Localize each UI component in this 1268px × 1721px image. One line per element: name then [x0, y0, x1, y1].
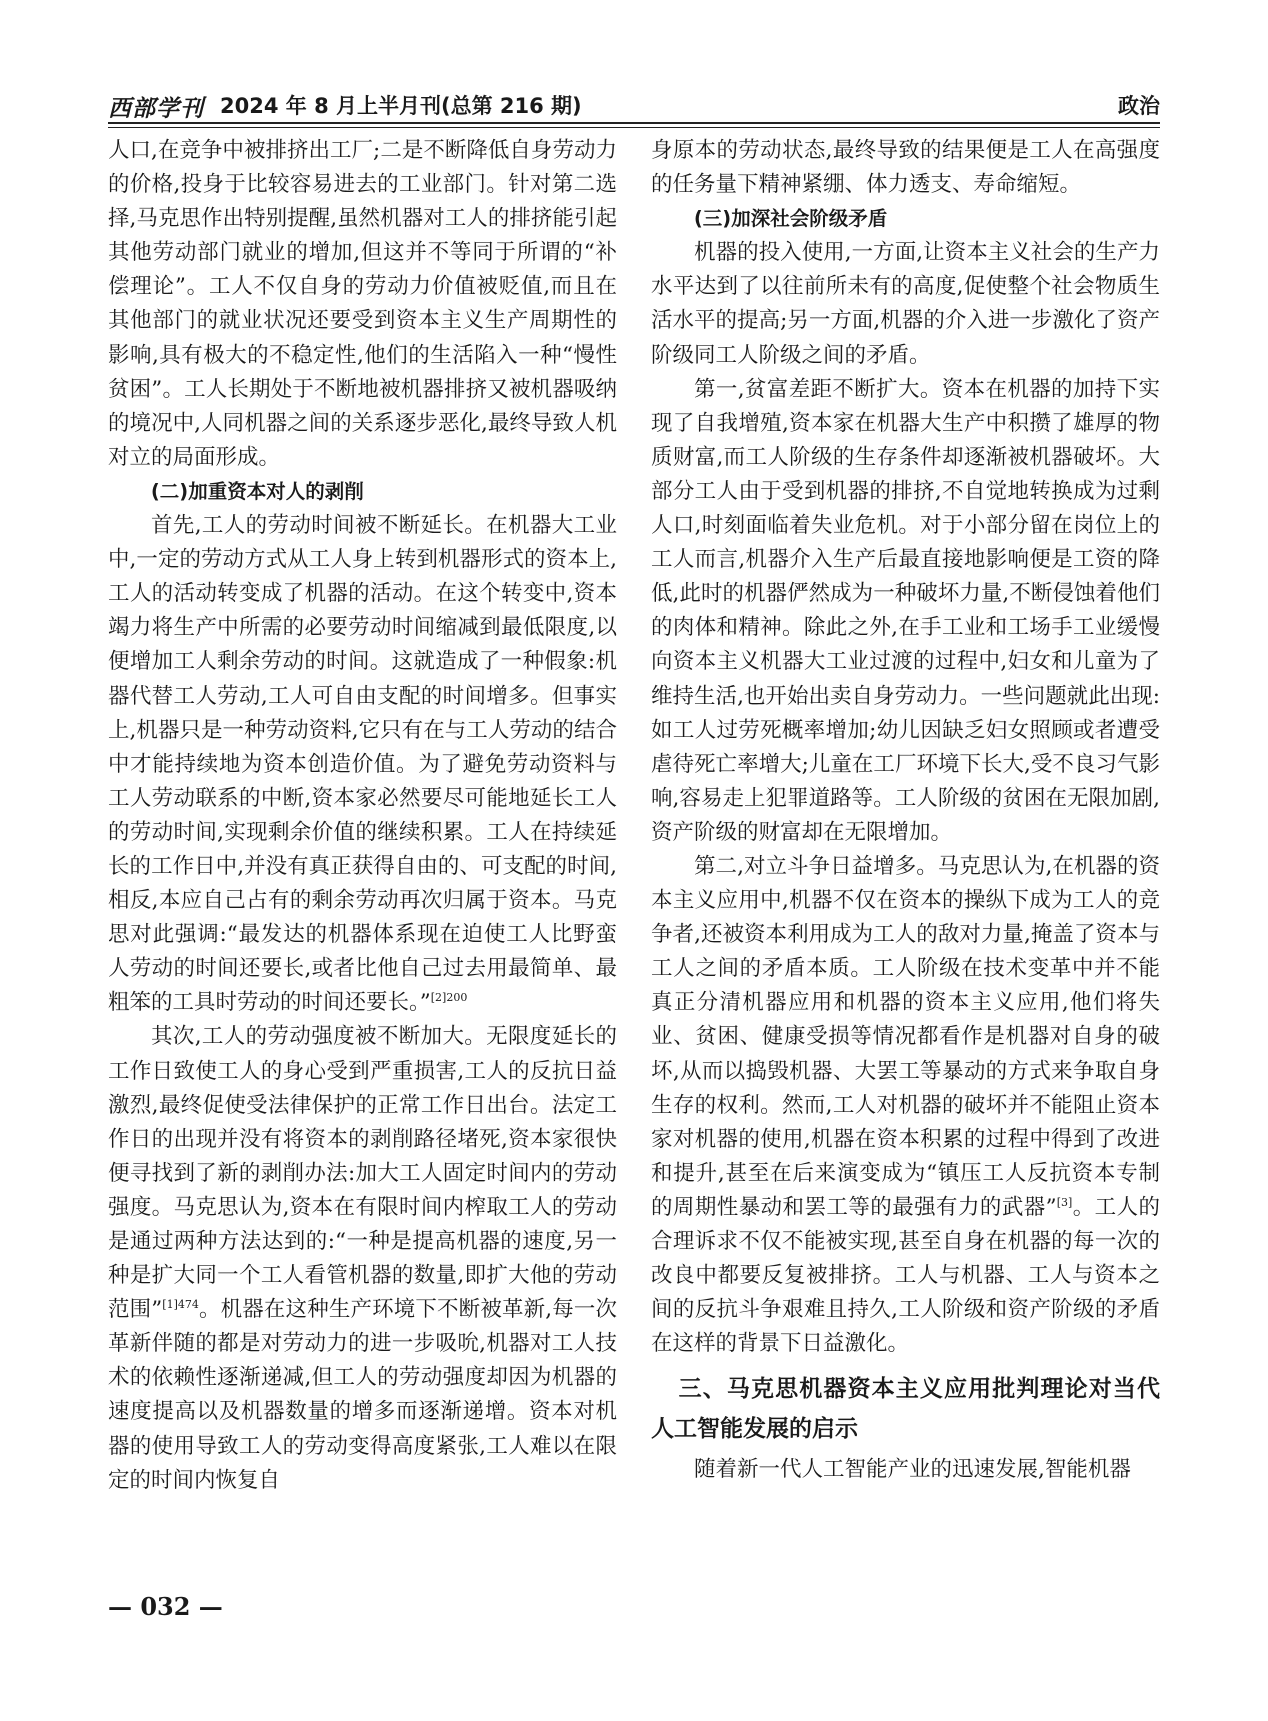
- right-column: [651, 134, 1160, 1487]
- citation: [1]474: [162, 1298, 199, 1312]
- section-label: 政治: [1118, 94, 1160, 118]
- paragraph: [108, 509, 617, 1020]
- paragraph: 机器的投入使用,一方面,让资本主义社会的生产力水平达到了以往前所未有的高度,促使整个社会物质生活水平的提高;另一方面,机器的介入进一步激化了资产阶级同工人阶级之间的矛盾。: [651, 240, 1160, 368]
- paragraph-text: 。机器在这种生产环境下不断被革新,每一次革新伴随的都是对劳动力的进一步吸吮,机器对工人技术的依赖性逐渐递减,但工人的劳动强度却因为机器的速度提高以及机器数量的增多而逐渐递增。资本对机器的使用导致工人的劳动变得高度紧张,工人难以在限定的时间内恢复自: [108, 1297, 617, 1493]
- paragraph: 人口,在竞争中被排挤出工厂;二是不断降低自身劳动力的价格,投身于比较容易进去的工业部门。针对第二选择,马克思作出特别提醒,虽然机器对工人的排挤能引起其他劳动部门就业的增加,但这并不等同于所谓的“补偿理论”。工人不仅自身的劳动力价值被贬值,而且在其他部门的就业状况还要受到资本主义生产周期性的影响,具有极大的不稳定性,他们的生活陷入一种“慢性贫困”。工人长期处于不断地被机器排挤又被机器吸纳的境况中,人同机器之间的关系逐步恶化,最终导致人机对立的局面形成。: [108, 138, 617, 470]
- paragraph: 第一,贫富差距不断扩大。资本在机器的加持下实现了自我增殖,资本家在机器大生产中积攒了雄厚的物质财富,而工人阶级的生存条件却逐渐被机器破坏。大部分工人由于受到机器的排挤,不自觉地转换成为过剩人口,时刻面临着失业危机。对于小部分留在岗位上的工人而言,机器介入生产后最直接地影响便是工资的降低,此时的机器俨然成为一种破坏力量,不断侵蚀着他们的肉体和精神。除此之外,在手工业和工场手工业缓慢向资本主义机器大工业过渡的过程中,妇女和儿童为了维持生活,也开始出卖自身劳动力。一些问题就此出现:如工人过劳死概率增加;幼儿因缺乏妇女照顾或者遭受虐待死亡率增大;儿童在工厂环境下长大,受不良习气影响,容易走上犯罪道路等。工人阶级的贫困在无限加剧,资产阶级的财富却在无限增加。: [651, 376, 1160, 845]
- section-heading: 三、马克思机器资本主义应用批判理论对当代人工智能发展的启示: [651, 1376, 1160, 1443]
- issue-info: 2024 年 8 月上半月刊(总第 216 期): [220, 94, 582, 118]
- journal-name: 西部学刊: [108, 95, 204, 122]
- left-column: [108, 134, 617, 1498]
- paragraph-text: 第二,对立斗争日益增多。马克思认为,在机器的资本主义应用中,机器不仅在资本的操纵下成为工人的竞争者,还被资本利用成为工人的敌对力量,掩盖了资本与工人之间的矛盾本质。工人阶级在技术变革中并不能真正分清机器应用和机器的资本主义应用,他们将失业、贫困、健康受损等情况都看作是机器对自身的破坏,从而以捣毁机器、大罢工等暴动的方式来争取自身生存的权利。然而,工人对机器的破坏并不能阻止资本家对机器的使用,机器在资本积累的过程中得到了改进和提升,甚至在后来演变成为“镇压工人反抗资本专制的周期性暴动和罢工等的最强有力的武器”: [651, 853, 1160, 1220]
- citation: [3]: [1056, 1195, 1073, 1209]
- paragraph: [651, 850, 1160, 1361]
- paragraph-text: 。工人的合理诉求不仅不能被实现,甚至自身在机器的每一次的改良中都要反复被排挤。工人与机器、工人与资本之间的反抗斗争艰难且持久,工人阶级和资产阶级的矛盾在这样的背景下日益激化。: [651, 1194, 1160, 1357]
- subheading: (二)加重资本对人的剥削: [150, 479, 364, 503]
- header-rule-thin: [108, 127, 1160, 128]
- page-number: — 032 —: [108, 1592, 223, 1621]
- paragraph: 身原本的劳动状态,最终导致的结果便是工人在高强度的任务量下精神紧绷、体力透支、寿命缩短。: [651, 138, 1160, 198]
- citation: [2]200: [430, 991, 468, 1005]
- paragraph: [108, 1020, 617, 1497]
- paragraph-text: 首先,工人的劳动时间被不断延长。在机器大工业中,一定的劳动方式从工人身上转到机器形式的资本上,工人的活动转变成了机器的活动。在这个转变中,资本竭力将生产中所需的必要劳动时间缩减到最低限度,以便增加工人剩余劳动的时间。这就造成了一种假象:机器代替工人劳动,工人可自由支配的时间增多。但事实上,机器只是一种劳动资料,它只有在与工人劳动的结合中才能持续地为资本创造价值。为了避免劳动资料与工人劳动联系的中断,资本家必然要尽可能地延长工人的劳动时间,实现剩余价值的继续积累。工人在持续延长的工作日中,并没有真正获得自由的、可支配的时间,相反,本应自己占有的剩余劳动再次归属于资本。马克思对此强调:“最发达的机器体系现在迫使工人比野蛮人劳动的时间还要长,或者比他自己过去用最简单、最粗笨的工具时劳动的时间还要长。”: [108, 513, 617, 1016]
- subheading: (三)加深社会阶级矛盾: [693, 207, 888, 231]
- paragraph-text: 其次,工人的劳动强度被不断加大。无限度延长的工作日致使工人的身心受到严重损害,工人的反抗日益激烈,最终促使受法律保护的正常工作日出台。法定工作日的出现并没有将资本的剥削路径堵死,资本家很快便寻找到了新的剥削办法:加大工人固定时间内的劳动强度。马克思认为,资本在有限时间内榨取工人的劳动是通过两种方法达到的:“一种是提高机器的速度,另一种是扩大同一个工人看管机器的数量,即扩大他的劳动范围”: [108, 1024, 617, 1323]
- header-rule-thick: [108, 122, 1160, 124]
- paragraph: 随着新一代人工智能产业的迅速发展,智能机器: [694, 1457, 1131, 1483]
- running-header: [108, 88, 1160, 128]
